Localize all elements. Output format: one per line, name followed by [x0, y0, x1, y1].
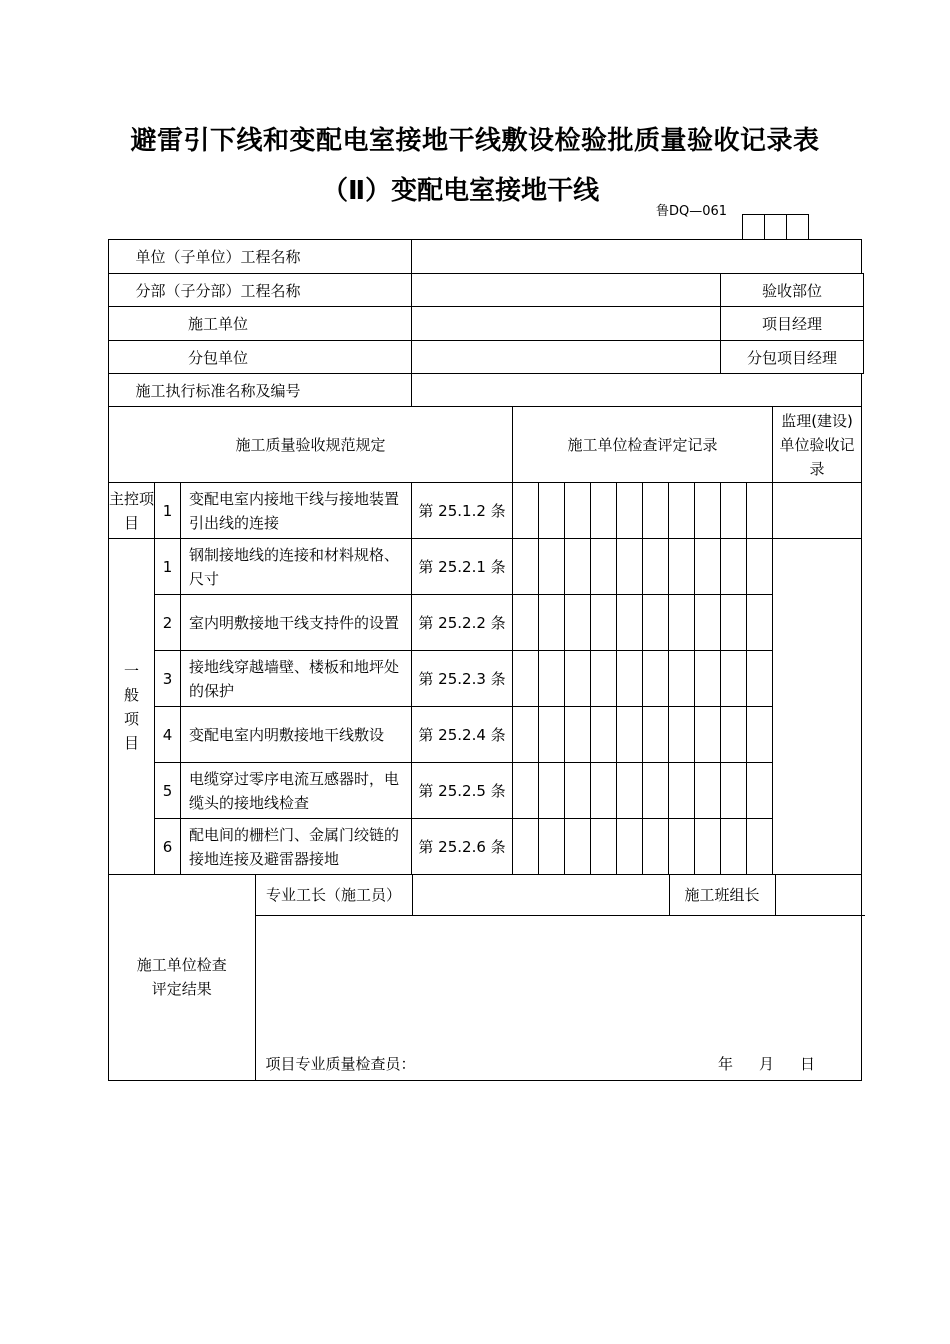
check-cell[interactable]	[591, 595, 617, 651]
main-control-row	[109, 483, 864, 539]
label-construction-unit: 施工单位	[109, 307, 412, 341]
item-number: 5	[155, 763, 181, 819]
field-subcontractor[interactable]	[412, 341, 721, 374]
check-cell[interactable]	[695, 483, 721, 539]
result-label	[109, 875, 255, 1080]
check-cell[interactable]	[565, 763, 591, 819]
label-foreman: 专业工长（施工员）	[255, 875, 412, 915]
check-cell[interactable]	[591, 707, 617, 763]
check-cell[interactable]	[565, 651, 591, 707]
row-subcontractor	[109, 341, 864, 374]
item-clause: 第 25.2.2 条	[412, 595, 513, 651]
form-title: 避雷引下线和变配电室接地干线敷设检验批质量验收记录表	[130, 126, 820, 156]
check-cell[interactable]	[617, 483, 643, 539]
item-number: 1	[155, 539, 181, 595]
label-standard-name: 施工执行标准名称及编号	[109, 374, 412, 407]
check-cell[interactable]	[721, 763, 747, 819]
item-number: 2	[155, 595, 181, 651]
result-label-text: 施工单位检查评定结果	[136, 956, 227, 999]
check-cell[interactable]	[539, 763, 565, 819]
item-number: 3	[155, 651, 181, 707]
check-cell[interactable]	[513, 539, 539, 595]
label-project-manager: 项目经理	[721, 307, 864, 341]
check-cell[interactable]	[617, 595, 643, 651]
item-description: 室内明敷接地干线支持件的设置	[181, 595, 412, 651]
check-cell[interactable]	[617, 819, 643, 875]
item-clause: 第 25.2.6 条	[412, 819, 513, 875]
signature-area	[256, 916, 866, 1080]
check-cell[interactable]	[617, 763, 643, 819]
label-sub-project-name: 分部（子分部）工程名称	[109, 274, 412, 307]
check-cell[interactable]	[747, 651, 773, 707]
row-unit-project	[109, 240, 864, 274]
form-number-boxes	[742, 214, 809, 239]
item-description: 配电间的栅栏门、金属门绞链的接地连接及避雷器接地	[181, 819, 412, 875]
check-cell[interactable]	[747, 595, 773, 651]
check-cell[interactable]	[643, 707, 669, 763]
header-spec: 施工质量验收规范规定	[109, 407, 513, 483]
check-cell[interactable]	[539, 707, 565, 763]
item-clause: 第 25.2.1 条	[412, 539, 513, 595]
general-label: 一般项目	[109, 539, 155, 875]
item-description: 电缆穿过零序电流互感器时，电缆头的接地线检查	[181, 763, 412, 819]
general-row	[109, 707, 864, 763]
check-cell[interactable]	[513, 763, 539, 819]
row-standard	[109, 374, 864, 407]
check-cell[interactable]	[695, 707, 721, 763]
form-code: 鲁DQ—061	[656, 204, 728, 219]
check-cell[interactable]	[617, 707, 643, 763]
check-cell[interactable]	[643, 819, 669, 875]
check-cell[interactable]	[669, 483, 695, 539]
check-cell[interactable]	[669, 651, 695, 707]
general-row	[109, 819, 864, 875]
label-team-leader: 施工班组长	[669, 875, 775, 915]
general-row	[109, 651, 864, 707]
result-area[interactable]	[255, 915, 865, 1080]
footer-container	[109, 875, 862, 1081]
check-cell[interactable]	[591, 539, 617, 595]
check-cell[interactable]	[539, 483, 565, 539]
check-cell[interactable]	[643, 595, 669, 651]
label-subcontractor: 分包单位	[109, 341, 412, 374]
check-cell[interactable]	[643, 651, 669, 707]
general-row	[109, 763, 864, 819]
check-cell[interactable]	[591, 651, 617, 707]
check-cell[interactable]	[591, 483, 617, 539]
field-standard-name[interactable]	[412, 374, 862, 407]
check-cell[interactable]	[513, 651, 539, 707]
year-label: 年	[717, 1054, 733, 1073]
check-cell[interactable]	[565, 595, 591, 651]
check-cell[interactable]	[643, 763, 669, 819]
check-cell[interactable]	[617, 539, 643, 595]
check-cell[interactable]	[513, 595, 539, 651]
check-cell[interactable]	[695, 763, 721, 819]
check-cell[interactable]	[539, 595, 565, 651]
row-sub-project	[109, 274, 864, 307]
check-cell[interactable]	[721, 539, 747, 595]
check-cell[interactable]	[669, 819, 695, 875]
header-check-record: 施工单位检查评定记录	[513, 407, 773, 483]
field-sub-project-name[interactable]	[412, 274, 721, 307]
item-clause: 第 25.2.4 条	[412, 707, 513, 763]
item-number: 4	[155, 707, 181, 763]
check-cell[interactable]	[539, 819, 565, 875]
check-cell[interactable]	[539, 539, 565, 595]
check-cell[interactable]	[695, 595, 721, 651]
day-label: 日	[799, 1054, 815, 1073]
check-cell[interactable]	[513, 819, 539, 875]
header-supervision: 监理(建设)单位验收记录	[773, 407, 862, 483]
footer-table	[109, 875, 865, 1080]
check-cell[interactable]	[591, 763, 617, 819]
check-cell[interactable]	[721, 819, 747, 875]
check-cell[interactable]	[643, 483, 669, 539]
date-labels	[718, 1053, 815, 1074]
month-label: 月	[758, 1054, 774, 1073]
check-cell[interactable]	[747, 539, 773, 595]
main-control-label: 主控项目	[109, 483, 155, 539]
check-cell[interactable]	[669, 763, 695, 819]
item-clause: 第 25.1.2 条	[412, 483, 513, 539]
check-cell[interactable]	[565, 483, 591, 539]
label-sub-project-manager: 分包项目经理	[721, 341, 864, 374]
check-cell[interactable]	[591, 819, 617, 875]
label-acceptance-part: 验收部位	[721, 274, 864, 307]
inspector-label: 项目专业质量检查员：	[265, 1054, 416, 1073]
check-cell[interactable]	[617, 651, 643, 707]
check-cell[interactable]	[721, 707, 747, 763]
check-cell[interactable]	[695, 819, 721, 875]
item-description: 变配电室内明敷接地干线敷设	[181, 707, 412, 763]
check-cell[interactable]	[747, 763, 773, 819]
check-cell[interactable]	[669, 539, 695, 595]
check-cell[interactable]	[539, 651, 565, 707]
row-construction-unit	[109, 307, 864, 341]
check-cell[interactable]	[721, 651, 747, 707]
check-cell[interactable]	[513, 483, 539, 539]
footer-signers-row	[109, 875, 864, 1081]
check-cell[interactable]	[721, 483, 747, 539]
check-cell[interactable]	[721, 595, 747, 651]
check-cell[interactable]	[669, 595, 695, 651]
general-row	[109, 595, 864, 651]
item-description: 接地线穿越墙壁、楼板和地坪处的保护	[181, 651, 412, 707]
general-row	[109, 539, 864, 595]
check-cell[interactable]	[695, 539, 721, 595]
check-cell[interactable]	[669, 707, 695, 763]
supervision-cell[interactable]	[773, 483, 862, 539]
check-cell[interactable]	[695, 651, 721, 707]
check-cell[interactable]	[513, 707, 539, 763]
label-unit-project-name: 单位（子单位）工程名称	[109, 240, 412, 274]
supervision-cell[interactable]	[773, 539, 862, 875]
check-cell[interactable]	[565, 819, 591, 875]
field-team-leader[interactable]	[775, 875, 865, 915]
field-foreman[interactable]	[412, 875, 669, 915]
check-cell[interactable]	[565, 707, 591, 763]
acceptance-table	[108, 239, 864, 1081]
item-clause: 第 25.2.5 条	[412, 763, 513, 819]
field-construction-unit[interactable]	[412, 307, 721, 341]
form-subtitle: （Ⅱ）变配电室接地干线	[322, 176, 600, 206]
row-column-headers	[109, 407, 864, 483]
check-cell[interactable]	[747, 707, 773, 763]
check-cell[interactable]	[747, 483, 773, 539]
item-number: 6	[155, 819, 181, 875]
check-cell[interactable]	[643, 539, 669, 595]
check-cell[interactable]	[747, 819, 773, 875]
item-clause: 第 25.2.3 条	[412, 651, 513, 707]
item-description: 变配电室内接地干线与接地装置引出线的连接	[181, 483, 412, 539]
item-number: 1	[155, 483, 181, 539]
check-cell[interactable]	[565, 539, 591, 595]
item-description: 钢制接地线的连接和材料规格、尺寸	[181, 539, 412, 595]
field-unit-project-name[interactable]	[412, 240, 862, 274]
